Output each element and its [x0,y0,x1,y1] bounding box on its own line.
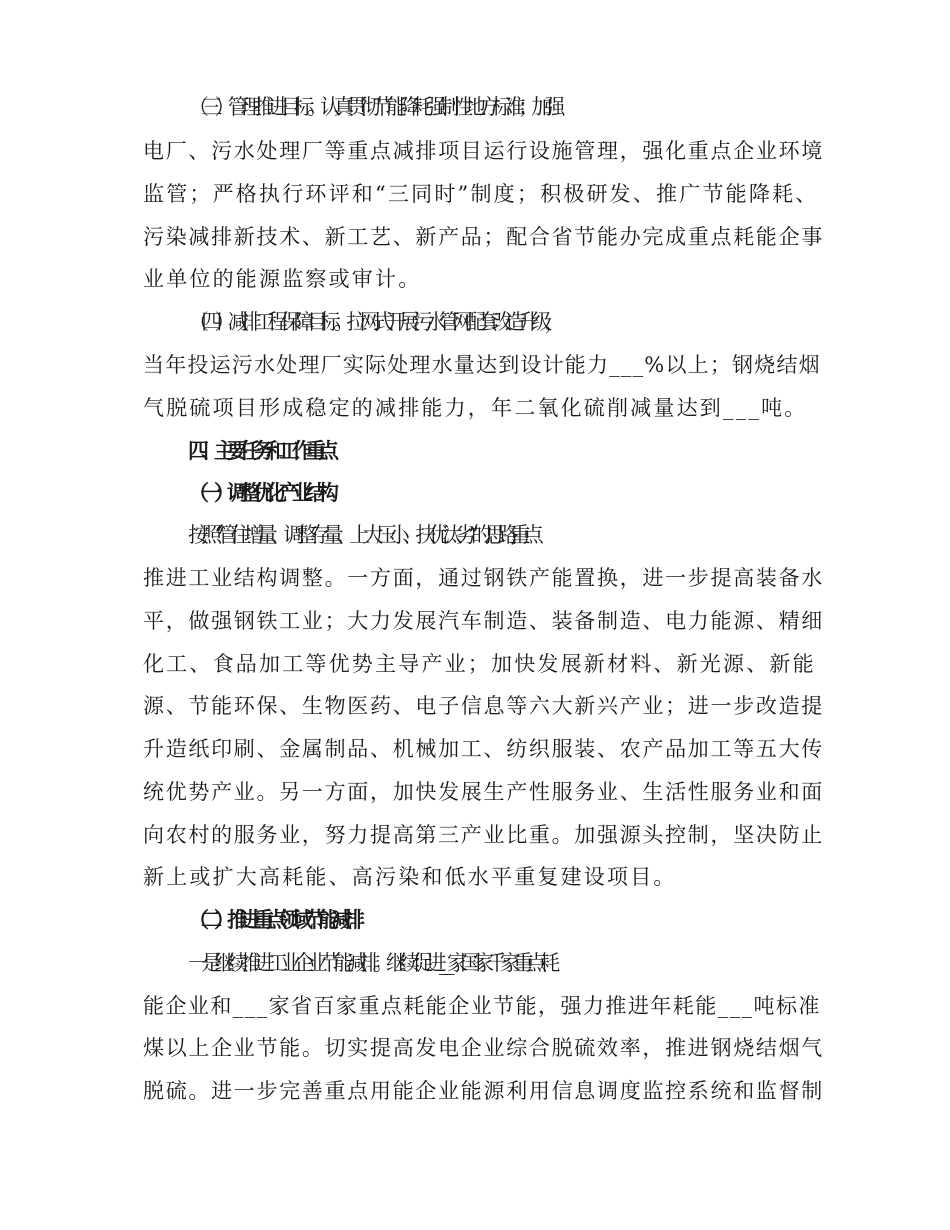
paragraph-line: 平，做强钢铁工业；大力发展汽车制造、装备制造、电力能源、精细 [143,609,824,633]
paragraph-line: 业单位的能源监察或审计。 [143,267,422,291]
paragraph-line: 源、节能环保、生物医药、电子信息等六大新兴产业；进一步改造提 [143,694,824,718]
paragraph-line: 一是继续推进工业企业节能减排。继续促进___家国家千家重点耗 [188,951,553,975]
paragraph-line: 能企业和___家省百家重点耗能企业节能，强力推进年耗能___吨标准 [143,994,821,1018]
paragraph-line: 按照“管住增量、调整存量、上大压小、扶优汰劣”的思路,重点 [188,523,536,547]
paragraph-line: 统优势产业。另一方面，加快发展生产性服务业、生活性服务业和面 [143,780,824,804]
paragraph-line: 脱硫。进一步完善重点用能企业能源利用信息调度监控系统和监督制 [143,1079,824,1103]
paragraph-line: 电厂、污水处理厂等重点减排项目运行设施管理，强化重点企业环境 [143,139,824,163]
paragraph-line: 煤以上企业节能。切实提高发电企业综合脱硫效率，推进钢烧结烟气 [143,1036,824,1060]
paragraph-line: 新上或扩大高耗能、高污染和低水平重复建设项目。 [143,865,677,889]
paragraph-line: 升造纸印刷、金属制品、机械加工、纺织服装、农产品加工等五大传 [143,737,824,761]
paragraph-line: 污染减排新技术、新工艺、新产品；配合省节能办完成重点耗能企事 [143,225,824,249]
subsection-heading: （一）调整优化产业结构 [188,481,331,505]
paragraph-line: 推进工业结构调整。一方面，通过钢铁产能置换，进一步提高装备水 [143,566,824,590]
paragraph-line: （三）管理推进目标。认真贯彻节能降耗强制性地方标准；加强 [188,95,558,119]
paragraph-line: 当年投运污水处理厂实际处理水量达到设计能力___%以上；钢烧结烟 [143,353,821,377]
subsection-heading: （二）推进重点领域节能减排 [188,908,357,932]
paragraph-line: 向农村的服务业，努力提高第三产业比重。加强源头控制，坚决防止 [143,823,824,847]
paragraph-line: 监管；严格执行环评和“三同时”制度；积极研发、推广节能降耗、 [143,182,819,206]
section-heading: 四、主要任务和工作重点 [188,439,331,463]
paragraph-line: 气脱硫项目形成稳定的减排能力，年二氧化硫削减量达到___吨。 [143,396,808,420]
paragraph-line: 化工、食品加工等优势主导产业；加快发展新材料、新光源、新能 [143,652,816,676]
paragraph-line: （四）减排工程保障目标。拉网式开展污水管网配套改造升级， [188,310,558,334]
